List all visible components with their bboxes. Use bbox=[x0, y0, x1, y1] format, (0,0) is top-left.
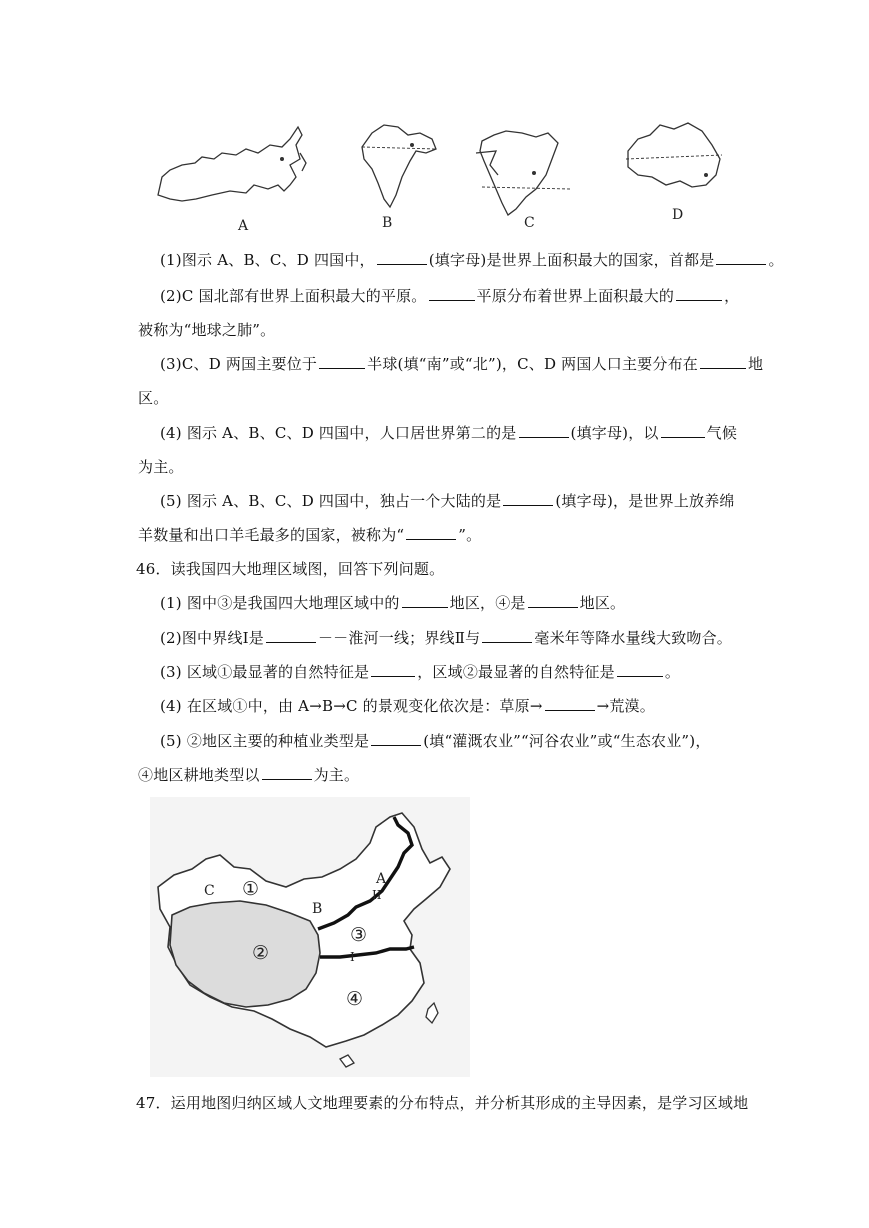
q46-5-mid: (填“灌溉农业”“河谷农业”或“生态农业”)， bbox=[423, 732, 711, 750]
q45-3-mid: 半球(填“南”或“北”)，C、D 两国人口主要分布在 bbox=[367, 355, 698, 373]
map-label-a-region: A bbox=[376, 871, 387, 887]
q45-item-1 bbox=[160, 249, 784, 270]
q45-3-pre: (3)C、D 两国主要位于 bbox=[160, 355, 318, 373]
answer-blank[interactable] bbox=[266, 641, 316, 643]
q46-5-cont-post: 为主。 bbox=[313, 766, 360, 784]
q46-3-mid: ，区域②最显著的自然特征是 bbox=[417, 663, 615, 681]
q46-4-pre: (4) 在区域①中，由 A→B→C 的景观变化依次是：草原→ bbox=[160, 697, 543, 715]
answer-blank[interactable] bbox=[262, 778, 312, 780]
map-b-india-outline bbox=[362, 125, 436, 207]
answer-blank[interactable] bbox=[371, 675, 415, 677]
boundary-label-2: II bbox=[372, 888, 382, 902]
q45-5-mid: (填字母)，是世界上放养绵 bbox=[555, 492, 735, 510]
china-regions-map bbox=[150, 797, 470, 1077]
country-outline-maps bbox=[150, 115, 730, 240]
answer-blank[interactable] bbox=[617, 675, 663, 677]
q45-1-post: 。 bbox=[768, 251, 784, 269]
country-maps-figure bbox=[150, 115, 730, 240]
q46-5-pre: (5) ②地区主要的种植业类型是 bbox=[160, 732, 370, 750]
answer-blank[interactable] bbox=[371, 744, 421, 746]
q45-2-pre: (2)C 国北部有世界上面积最大的平原。 bbox=[160, 287, 427, 305]
q46-item-2 bbox=[160, 627, 732, 648]
q45-item-3 bbox=[160, 353, 763, 374]
region-4-label: ④ bbox=[346, 988, 364, 1010]
map-label-a: A bbox=[238, 218, 249, 234]
q46-item-1 bbox=[160, 592, 625, 613]
q45-5-pre: (5) 图示 A、B、C、D 四国中，独占一个大陆的是 bbox=[160, 492, 502, 510]
q46-title: 46．读我国四大地理区域图，回答下列问题。 bbox=[136, 560, 445, 578]
q45-2-post: ， bbox=[724, 287, 740, 305]
q45-item-5-cont bbox=[138, 524, 481, 545]
map-a-russia-outline bbox=[158, 127, 302, 201]
answer-blank[interactable] bbox=[402, 606, 448, 608]
region-3-label: ③ bbox=[350, 924, 368, 946]
q45-item-2 bbox=[160, 285, 739, 306]
map-d-australia-outline bbox=[628, 123, 720, 187]
map-label-b: B bbox=[382, 215, 393, 231]
q46-4-post: →荒漠。 bbox=[596, 697, 655, 715]
q45-item-3-cont: 区。 bbox=[138, 389, 169, 407]
answer-blank[interactable] bbox=[676, 299, 722, 301]
answer-blank[interactable] bbox=[406, 538, 456, 540]
answer-blank[interactable] bbox=[519, 436, 569, 438]
q46-item-3 bbox=[160, 661, 680, 682]
answer-blank[interactable] bbox=[545, 709, 595, 711]
china-map-figure bbox=[150, 797, 470, 1077]
boundary-label-1: I bbox=[350, 950, 355, 964]
q45-1-pre: (1)图示 A、B、C、D 四国中， bbox=[160, 251, 375, 269]
q45-item-4 bbox=[160, 422, 737, 443]
q45-item-4-cont: 为主。 bbox=[138, 458, 184, 476]
answer-blank[interactable] bbox=[528, 606, 578, 608]
q45-4-pre: (4) 图示 A、B、C、D 四国中，人口居世界第二的是 bbox=[160, 424, 517, 442]
q46-item-5-cont bbox=[138, 764, 359, 785]
q46-item-4 bbox=[160, 695, 655, 716]
q46-item-5 bbox=[160, 730, 711, 751]
map-label-d: D bbox=[672, 207, 684, 223]
q46-3-post: 。 bbox=[664, 663, 681, 681]
answer-blank[interactable] bbox=[429, 299, 475, 301]
q45-4-post: 气候 bbox=[706, 424, 738, 442]
q45-5-cont-post: ”。 bbox=[458, 526, 482, 544]
map-c-brazil-outline bbox=[480, 131, 558, 215]
q45-5-cont-pre: 羊数量和出口羊毛最多的国家，被称为“ bbox=[138, 526, 405, 544]
q46-1-post: 地区。 bbox=[579, 594, 626, 612]
map-label-c-region: C bbox=[204, 883, 215, 899]
q45-1-mid: (填字母)是世界上面积最大的国家，首都是 bbox=[428, 251, 715, 269]
q47-text: 47．运用地图归纳区域人文地理要素的分布特点，并分析其形成的主导因素，是学习区域地 bbox=[136, 1094, 749, 1112]
region-2-label: ② bbox=[252, 942, 270, 964]
q46-3-pre: (3) 区域①最显著的自然特征是 bbox=[160, 663, 370, 681]
answer-blank[interactable] bbox=[377, 263, 427, 265]
q46-1-pre: (1) 图中③是我国四大地理区域中的 bbox=[160, 594, 400, 612]
answer-blank[interactable] bbox=[482, 641, 532, 643]
answer-blank[interactable] bbox=[319, 367, 365, 369]
answer-blank[interactable] bbox=[503, 504, 553, 506]
answer-blank[interactable] bbox=[661, 436, 705, 438]
map-label-b-region: B bbox=[312, 901, 323, 917]
q45-4-mid: (填字母)，以 bbox=[570, 424, 659, 442]
q46-2-pre: (2)图中界线Ⅰ是 bbox=[160, 629, 264, 647]
q46-5-cont-pre: ④地区耕地类型以 bbox=[138, 766, 260, 784]
region-1-label: ① bbox=[242, 878, 260, 900]
q45-3-post: 地 bbox=[747, 355, 764, 373]
map-label-c: C bbox=[524, 215, 535, 231]
q46-1-mid: 地区，④是 bbox=[449, 594, 526, 612]
q45-item-5 bbox=[160, 490, 735, 511]
q46-2-post: 毫米年等降水量线大致吻合。 bbox=[534, 629, 732, 647]
q45-item-2-cont: 被称为“地球之肺”。 bbox=[138, 321, 276, 339]
q46-2-mid: －－淮河一线；界线Ⅱ与 bbox=[317, 629, 481, 647]
answer-blank[interactable] bbox=[716, 263, 766, 265]
answer-blank[interactable] bbox=[700, 367, 746, 369]
q45-2-mid: 平原分布着世界上面积最大的 bbox=[476, 287, 675, 305]
